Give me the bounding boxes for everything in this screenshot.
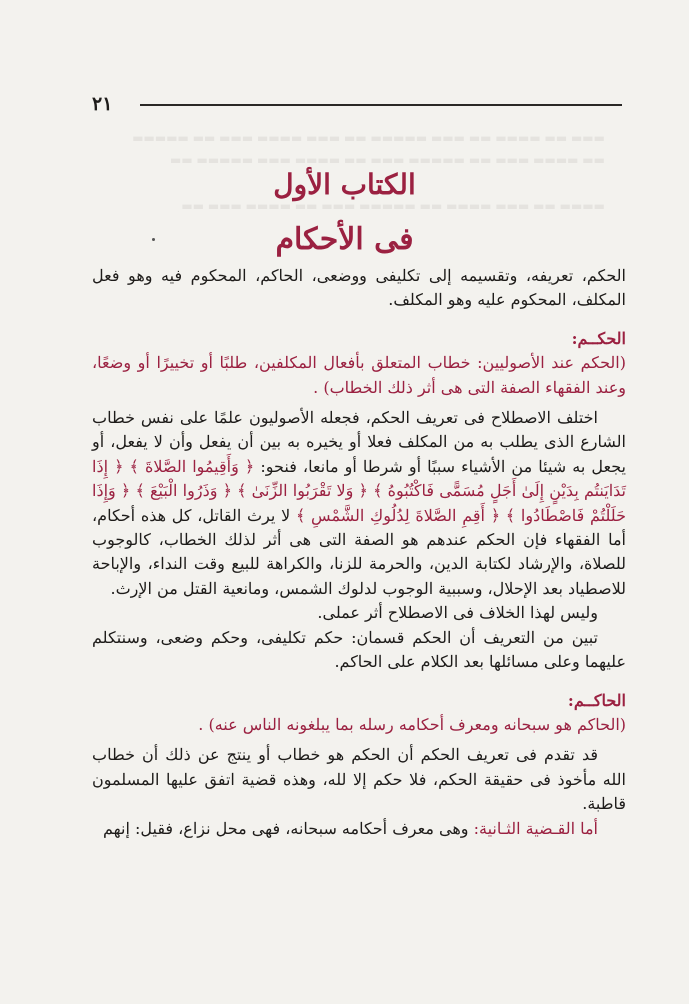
- paragraph-text: اختلف الاصطلاح فى تعريف الحكم، فجعله الأصوليون علمًا على نفس خطاب الشارع الذى يطلب به من المكلف فعلا أو يخيره به بين أن يفعل وأن لا يفعل، أو يجعل به شيئا من الأشياء سببًا أو شرطا أو مانعا، فنحو:: [92, 408, 627, 476]
- intro-paragraph: الحكم، تعريفه، وتقسيمه إلى تكليفى ووضعى، الحاكم، المحكوم فيه وهو فعل المكلف، المحكوم عليه وهو المكلف.: [92, 266, 626, 310]
- issue-label: أما القـضية الثـانية:: [473, 818, 598, 838]
- section-heading-hukm: الحكــم:: [571, 328, 626, 348]
- paragraph-second-issue: [92, 817, 626, 841]
- paragraph-text: لا يرث القاتل، كل هذه أحكام، أما الفقهاء فإن الحكم عندهم هو الصفة التى هى أثر لذلك الخطاب، كالوجوب للصلاة، والإرشاد لكتابة الدين، والحرمة للزنا، والكراهة للبيع وقت النداء، والإباحة للاصطياد بعد الإحلال، وسببية الوجوب لدلوك الشمس، ومانعية القتل من الإرث.: [92, 505, 626, 598]
- bleed-through-line: ▬▬▬▬ ▬▬ ▬▬▬ ▬▬▬▬ ▬▬ ▬▬▬▬▬ ▬▬▬ ▬▬ ▬▬▬▬ ▬▬▬ ▬▬: [181, 199, 605, 213]
- section-heading-hakim: الحاكــم:: [567, 690, 626, 710]
- definition-hakim: (الحاكم هو سبحانه ومعرف أحكامه رسله بما يبلغونه الناس عنه) .: [198, 714, 626, 734]
- book-subtitle: فى الأحكام: [275, 222, 414, 257]
- bleed-through-line: ▬▬▬ ▬▬ ▬▬▬▬ ▬▬ ▬▬▬ ▬▬▬▬▬ ▬▬ ▬▬▬ ▬▬▬▬ ▬▬▬ ▬▬ ▬▬▬▬▬: [132, 131, 605, 145]
- page-body: [92, 264, 626, 841]
- paragraph-no-practical-effect: وليس لهذا الخلاف فى الاصطلاح أثر عملى.: [317, 603, 598, 623]
- quran-verses: ﴿ وَأَقِيمُوا الصَّلاةَ ﴾ ﴿ إِذَا تَدَايَنتُم بِدَيْنٍ إِلَىٰ أَجَلٍ مُسَمًّى فَاكْتُبُوهُ ﴾ ﴿ وَلا تَقْرَبُوا الزِّنَىٰ ﴾ ﴿ وَذَرُوا الْبَيْعَ ﴾ ﴿ وَإِذَا حَلَلْتُمْ فَاصْطَادُوا ﴾ ﴿ أَقِمِ الصَّلاةَ لِدُلُوكِ الشَّمْسِ ﴾: [92, 456, 626, 525]
- bleed-through-line: ▬▬ ▬▬▬▬ ▬▬▬ ▬▬ ▬▬▬▬▬ ▬▬▬ ▬▬ ▬▬▬▬ ▬▬▬ ▬▬▬▬▬ ▬▬: [170, 153, 605, 167]
- header-rule: [140, 104, 622, 106]
- paragraph-two-types: تبين من التعريف أن الحكم قسمان: حكم تكليفى، وحكم وضعى، وسنتكلم عليهما وعلى مسائلها بعد الكلام على الحاكم.: [92, 627, 626, 672]
- book-title: الكتاب الأول: [273, 168, 416, 201]
- page-number: ٢١: [92, 93, 113, 115]
- paragraph-hakim-explanation: قد تقدم فى تعريف الحكم أن الحكم هو خطاب أو ينتج عن ذلك أن خطاب الله مأخوذ فى حقيقة الحكم، فلا حكم إلا لله، وهذه قضية اتفق عليها المسلمون قاطبة.: [92, 745, 626, 814]
- definition-hukm: (الحكم عند الأصوليين: خطاب المتعلق بأفعال المكلفين، طلبًا أو تخييرًا أو وضعًا، وعند الفقهاء الصفة التى هى أثر ذلك الخطاب) .: [92, 353, 626, 397]
- paragraph-text: وهى معرف أحكامه سبحانه، فهى محل نزاع، فقيل: إنهم: [102, 818, 469, 838]
- ink-dot: [152, 238, 155, 241]
- paragraph-hukm-explanation: [92, 406, 626, 601]
